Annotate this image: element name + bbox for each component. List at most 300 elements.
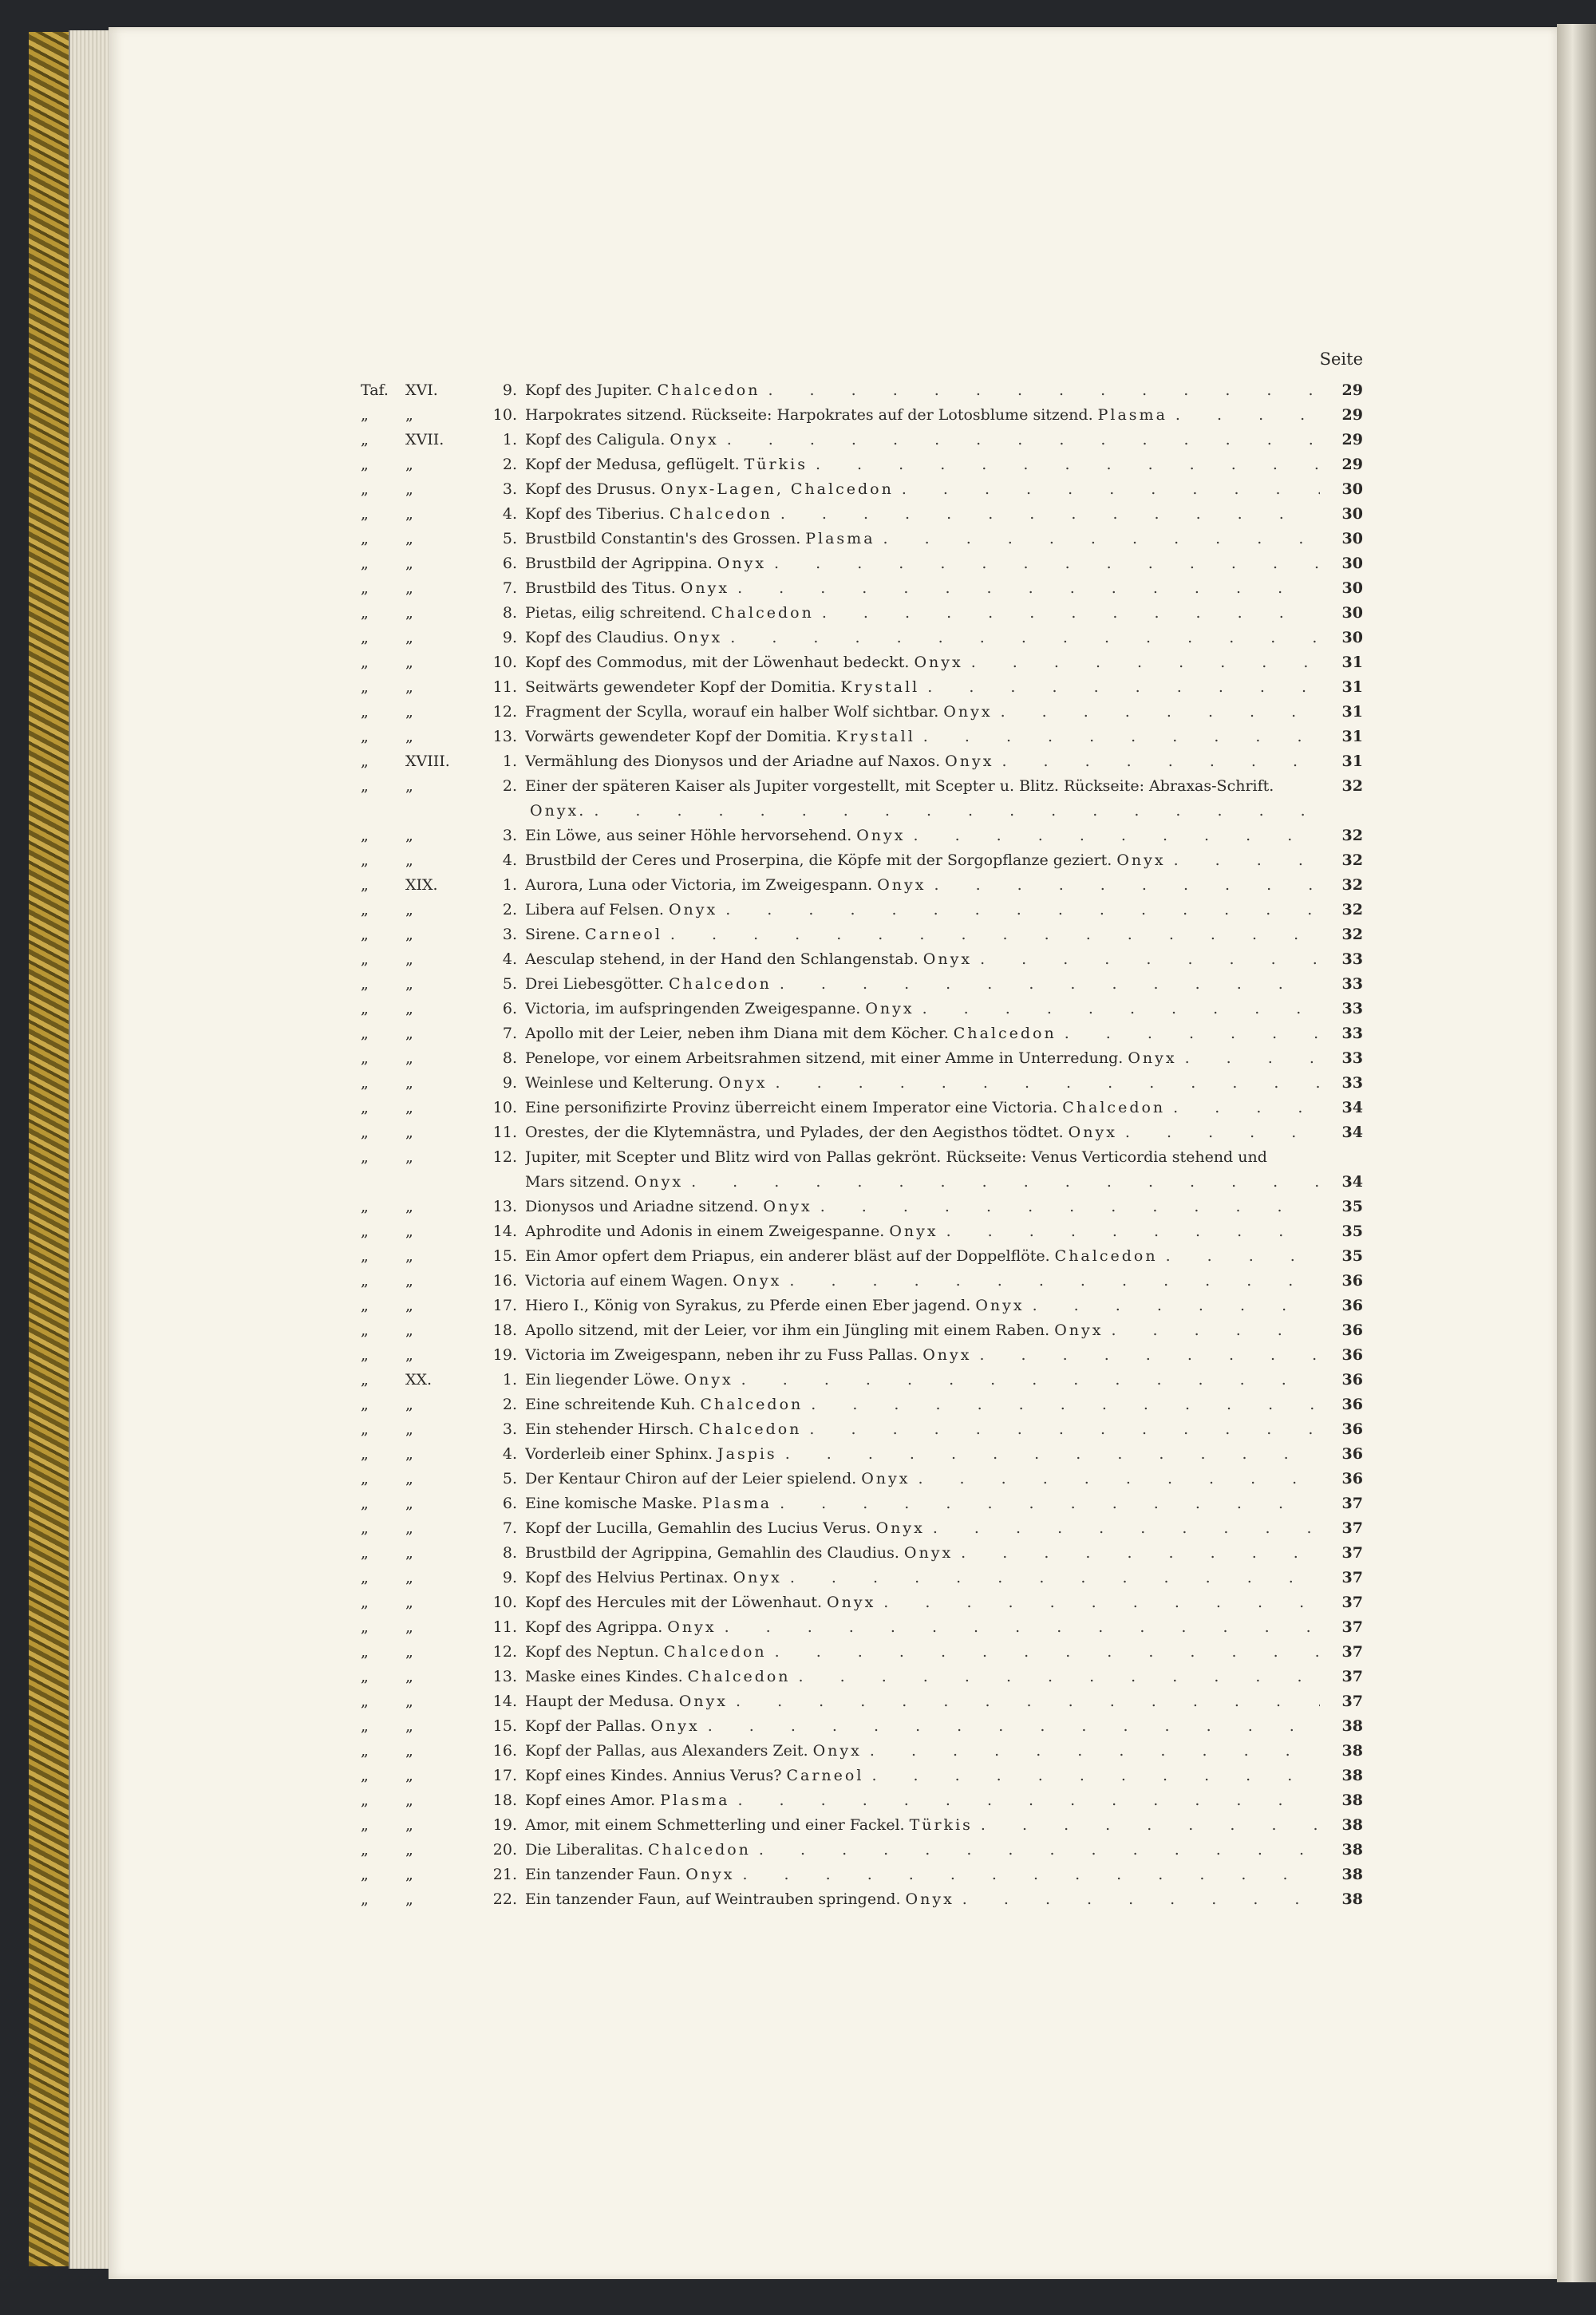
description-text: Eine komische Maske. (525, 1495, 697, 1512)
plate-number: „ (405, 1346, 413, 1364)
description-text: Kopf des Jupiter. (525, 381, 653, 399)
index-entry (361, 1665, 1363, 1689)
leader-dots (979, 1343, 1320, 1368)
entry-description (525, 725, 1320, 749)
leader-dots (775, 1071, 1320, 1096)
entry-description (525, 1244, 1320, 1269)
plate-number: „ (405, 1223, 413, 1240)
index-entry (361, 527, 1363, 551)
figure-number: 7. (502, 1519, 517, 1537)
figure-number: 4. (502, 1445, 517, 1463)
material-label: Onyx (718, 1074, 768, 1092)
leader-dots (980, 947, 1320, 972)
leader-dots (1111, 1318, 1320, 1343)
plate-number: „ (405, 1099, 413, 1116)
tafel-label: „ (361, 1866, 369, 1883)
figure-number: 17. (492, 1767, 517, 1784)
index-entry (361, 725, 1363, 749)
page-number: 32 (1341, 901, 1363, 918)
description-text: Fragment der Scylla, worauf ein halber Wolf sichtbar. (525, 703, 939, 721)
index-entry (361, 1838, 1363, 1863)
page-number: 30 (1341, 530, 1363, 547)
figure-number: 11. (492, 1618, 517, 1636)
entry-description (525, 1195, 1320, 1219)
material-label: Krystall (840, 678, 920, 696)
leader-dots (871, 1764, 1320, 1788)
leader-dots (934, 873, 1320, 898)
figure-number: 21. (492, 1866, 517, 1883)
material-label: Onyx (812, 1742, 862, 1760)
material-label: Chalcedon (953, 1025, 1057, 1042)
index-entry (361, 1219, 1363, 1244)
leader-dots (670, 922, 1320, 947)
leader-dots (1166, 1244, 1320, 1269)
page-number: 38 (1341, 1792, 1363, 1809)
entry-description (525, 428, 1320, 452)
description-text: Ein stehender Hirsch. (525, 1420, 694, 1438)
entry-description (525, 1788, 1320, 1813)
index-entry (361, 1764, 1363, 1788)
page-number: 38 (1341, 1742, 1363, 1760)
figure-number: 8. (502, 1544, 517, 1562)
plate-number: „ (405, 1668, 413, 1685)
entry-description (525, 1467, 1320, 1491)
figure-number: 11. (492, 678, 517, 696)
material-label: Onyx (922, 1346, 972, 1364)
plate-number: „ (405, 1272, 413, 1290)
tafel-label: „ (361, 505, 369, 523)
leader-dots (902, 477, 1320, 502)
figure-number: 22. (492, 1890, 517, 1908)
plate-number: „ (405, 728, 413, 745)
material-label: Chalcedon (657, 381, 760, 399)
tafel-label: „ (361, 753, 369, 770)
entry-description (525, 1541, 1320, 1566)
entry-description (525, 972, 1320, 997)
page-number: 37 (1341, 1569, 1363, 1586)
plate-number: „ (405, 1717, 413, 1735)
entry-description (525, 1294, 1320, 1318)
figure-number: 9. (502, 1569, 517, 1586)
plate-number: „ (405, 1866, 413, 1883)
leader-dots (822, 601, 1320, 626)
entry-description (525, 1120, 1320, 1145)
leader-dots (918, 1467, 1320, 1491)
description-text: Kopf des Commodus, mit der Löwenhaut bedeckt. (525, 654, 910, 671)
leader-dots (691, 1170, 1320, 1195)
material-label: Onyx (922, 950, 973, 968)
plate-number: „ (405, 1767, 413, 1784)
description-text: Vorwärts gewendeter Kopf der Domitia. (525, 728, 832, 745)
tafel-label: „ (361, 1495, 369, 1512)
page-number: 33 (1341, 1074, 1363, 1092)
plate-number: XVI. (405, 381, 438, 399)
description-text: Aesculap stehend, in der Hand den Schlangenstab. (525, 950, 918, 968)
entry-description (525, 848, 1320, 873)
plate-number: „ (405, 1693, 413, 1710)
description-text: Maske eines Kindes. (525, 1668, 683, 1685)
figure-number: 15. (492, 1247, 517, 1265)
material-label: Onyx (914, 654, 963, 671)
material-label: Plasma (701, 1495, 772, 1512)
material-label: Onyx (1116, 851, 1166, 869)
material-label: Onyx-Lagen, Chalcedon (660, 480, 894, 498)
page-number: 33 (1341, 1025, 1363, 1042)
plate-number: „ (405, 1396, 413, 1413)
leader-dots (708, 1714, 1320, 1739)
entry-description (525, 675, 1320, 700)
page-number: 38 (1341, 1767, 1363, 1784)
page-number: 29 (1341, 456, 1363, 473)
entry-description (525, 1714, 1320, 1739)
leader-dots (1125, 1120, 1320, 1145)
entry-description (525, 551, 1320, 576)
page-number: 38 (1341, 1717, 1363, 1735)
index-entry (361, 626, 1363, 650)
plate-number: „ (405, 530, 413, 547)
material-label: Onyx (856, 827, 906, 844)
description-text: Die Liberalitas. (525, 1841, 644, 1859)
leader-dots (742, 1863, 1320, 1887)
figure-number: 5. (502, 975, 517, 993)
description-text: Ein Löwe, aus seiner Höhle hervorsehend. (525, 827, 852, 844)
index-entry (361, 1887, 1363, 1912)
figure-number: 14. (492, 1223, 517, 1240)
tafel-label: „ (361, 530, 369, 547)
tafel-label: „ (361, 654, 369, 671)
page-number: 37 (1341, 1618, 1363, 1636)
material-label: Onyx (634, 1173, 684, 1191)
entry-description (525, 1491, 1320, 1516)
entry-description (525, 1516, 1320, 1541)
material-label: Onyx (685, 1866, 735, 1883)
material-label: Onyx (827, 1594, 876, 1611)
tafel-label: „ (361, 901, 369, 918)
tafel-label: „ (361, 1049, 369, 1067)
leader-dots (922, 997, 1320, 1021)
plate-number: XX. (405, 1371, 433, 1389)
tafel-label: „ (361, 1890, 369, 1908)
description-text: Ein tanzender Faun, auf Weintrauben springend. (525, 1890, 901, 1908)
figure-number: 10. (492, 1594, 517, 1611)
description-text: Drei Liebesgötter. (525, 975, 664, 993)
leader-dots (1001, 700, 1320, 725)
description-text: Libera auf Felsen. (525, 901, 664, 918)
description-text: Kopf des Caligula. (525, 431, 666, 448)
leader-dots (725, 1615, 1320, 1640)
leader-dots (933, 1516, 1320, 1541)
figure-number: 12. (492, 1148, 517, 1166)
figure-number: 1. (502, 876, 517, 894)
description-text: Kopf des Tiberius. (525, 505, 665, 523)
material-label: Onyx (905, 1890, 954, 1908)
index-entry (361, 1813, 1363, 1838)
leader-dots (780, 972, 1320, 997)
index-entry (361, 848, 1363, 873)
description-text: Sirene. (525, 926, 580, 943)
tafel-label: „ (361, 728, 369, 745)
plate-number: „ (405, 456, 413, 473)
page-number: 30 (1341, 480, 1363, 498)
index-entry (361, 576, 1363, 601)
figure-number: 18. (492, 1321, 517, 1339)
figure-number: 8. (502, 1049, 517, 1067)
figure-number: 8. (502, 604, 517, 622)
leader-dots (820, 1195, 1320, 1219)
leader-dots (768, 378, 1320, 403)
leader-dots (1065, 1021, 1320, 1046)
page-number: 30 (1341, 604, 1363, 622)
description-text: Brustbild der Agrippina. (525, 555, 713, 572)
index-entry (361, 452, 1363, 477)
material-label: Plasma (660, 1792, 730, 1809)
material-label: Onyx (865, 1000, 915, 1017)
leader-dots (759, 1838, 1320, 1863)
figure-number: 14. (492, 1693, 517, 1710)
tafel-label: „ (361, 876, 369, 894)
figure-number: 3. (502, 1420, 517, 1438)
material-label: Chalcedon (668, 975, 772, 993)
page-number: 36 (1341, 1371, 1363, 1389)
page-number: 36 (1341, 1470, 1363, 1487)
description-continuation (525, 1170, 1320, 1195)
material-label: Carneol (584, 926, 662, 943)
description-text: Haupt der Medusa. (525, 1693, 674, 1710)
index-entry (361, 551, 1363, 576)
tafel-label: „ (361, 1223, 369, 1240)
plate-number: „ (405, 1569, 413, 1586)
description-text: Vorderleib einer Sphinx. (525, 1445, 713, 1463)
index-entry (361, 1442, 1363, 1467)
tafel-label: „ (361, 1569, 369, 1586)
description-text: Ein tanzender Faun. (525, 1866, 681, 1883)
plate-number: „ (405, 480, 413, 498)
material-label: Onyx (668, 901, 718, 918)
index-entry (361, 378, 1363, 403)
description-text: Apollo mit der Leier, neben ihm Diana mit dem Köcher. (525, 1025, 949, 1042)
figure-number: 2. (502, 901, 517, 918)
description-text: Einer der späteren Kaiser als Jupiter vorgestellt, mit Scepter u. Blitz. Rückseite: Abraxas-Schrift. (525, 777, 1274, 795)
tafel-label: „ (361, 1297, 369, 1314)
index-entry (361, 1689, 1363, 1714)
tafel-label: „ (361, 1717, 369, 1735)
index-entry (361, 1491, 1363, 1516)
leader-dots (737, 1788, 1320, 1813)
index-entry (361, 650, 1363, 675)
page-number: 37 (1341, 1594, 1363, 1611)
material-label: Chalcedon (1054, 1247, 1158, 1265)
entry-description (525, 922, 1320, 947)
entry-description (525, 576, 1320, 601)
plate-number: „ (405, 1890, 413, 1908)
page-number: 37 (1341, 1643, 1363, 1661)
tafel-label: „ (361, 1816, 369, 1834)
figure-number: 4. (502, 851, 517, 869)
page-number: 30 (1341, 555, 1363, 572)
page-number: 36 (1341, 1445, 1363, 1463)
index-entry (361, 922, 1363, 947)
page-number: 37 (1341, 1544, 1363, 1562)
description-text: Kopf des Hercules mit der Löwenhaut. (525, 1594, 823, 1611)
tafel-label: „ (361, 1025, 369, 1042)
description-text: Eine schreitende Kuh. (525, 1396, 696, 1413)
page-number: 31 (1341, 703, 1363, 721)
entry-description (525, 873, 1320, 898)
index-entry (361, 997, 1363, 1021)
tafel-label: „ (361, 1074, 369, 1092)
page-number: 32 (1341, 926, 1363, 943)
leader-dots (741, 1368, 1320, 1393)
material-label: Onyx (733, 1569, 782, 1586)
leader-dots (730, 626, 1320, 650)
entry-description (525, 1566, 1320, 1590)
plate-number: XIX. (405, 876, 438, 894)
tafel-label: „ (361, 1470, 369, 1487)
description-text: Kopf des Agrippa. (525, 1618, 663, 1636)
next-page-edge (1557, 24, 1596, 2282)
figure-number: 18. (492, 1792, 517, 1809)
plate-number: „ (405, 1519, 413, 1537)
tafel-label: „ (361, 777, 369, 795)
leader-dots (927, 675, 1320, 700)
material-label: Onyx (875, 1519, 925, 1537)
tafel-label: „ (361, 1272, 369, 1290)
page-stack-edge (69, 30, 112, 2269)
figure-number: 6. (502, 1495, 517, 1512)
description-text: Hiero I., König von Syrakus, zu Pferde einen Eber jagend. (525, 1297, 971, 1314)
page-number: 35 (1341, 1247, 1363, 1265)
material-label: Chalcedon (687, 1668, 791, 1685)
entry-description (525, 1640, 1320, 1665)
entry-description (525, 1887, 1320, 1912)
tafel-label: „ (361, 678, 369, 696)
plate-number: „ (405, 777, 413, 795)
index-entry (361, 1368, 1363, 1393)
description-text: Kopf des Neptun. (525, 1643, 659, 1661)
material-label: Onyx (667, 1618, 717, 1636)
material-label: Plasma (1097, 406, 1167, 424)
index-entry (361, 898, 1363, 922)
index-entry (361, 947, 1363, 972)
page-number: 29 (1341, 406, 1363, 424)
index-entry (361, 774, 1363, 824)
plate-number: „ (405, 1297, 413, 1314)
seite-column-header: Seite (1319, 350, 1363, 369)
tafel-label: „ (361, 1396, 369, 1413)
material-label: Onyx (889, 1223, 938, 1240)
page-number: 30 (1341, 629, 1363, 646)
entry-description (525, 650, 1320, 675)
tafel-label: „ (361, 1841, 369, 1859)
leader-dots (961, 1541, 1320, 1566)
material-label: Onyx (684, 1371, 733, 1389)
plate-number: „ (405, 629, 413, 646)
index-entry (361, 502, 1363, 527)
figure-number: 17. (492, 1297, 517, 1314)
figure-number: 10. (492, 1099, 517, 1116)
tafel-label: „ (361, 1519, 369, 1537)
entry-description (525, 477, 1320, 502)
description-text: Eine personifizirte Provinz überreicht einem Imperator eine Victoria. (525, 1099, 1058, 1116)
entry-description (525, 1442, 1320, 1467)
entry-description (525, 1071, 1320, 1096)
material-label: Onyx (975, 1297, 1025, 1314)
material-label: Carneol (786, 1767, 864, 1784)
description-text: Der Kentaur Chiron auf der Leier spielend. (525, 1470, 857, 1487)
leader-dots (1173, 1096, 1320, 1120)
plate-number: „ (405, 1049, 413, 1067)
page-number: 36 (1341, 1420, 1363, 1438)
figure-number: 4. (502, 950, 517, 968)
tafel-label: „ (361, 431, 369, 448)
description-text: Dionysos und Ariadne sitzend. (525, 1198, 759, 1215)
material-label: Onyx (680, 579, 730, 597)
entry-description (525, 626, 1320, 650)
index-entry (361, 700, 1363, 725)
material-label: Onyx (670, 431, 719, 448)
figure-number: 7. (502, 579, 517, 597)
description-text: Jupiter, mit Scepter und Blitz wird von Pallas gekrönt. Rückseite: Venus Verticordia stehend und (525, 1148, 1267, 1166)
plate-number: „ (405, 703, 413, 721)
figure-number: 11. (492, 1124, 517, 1141)
index-entry (361, 972, 1363, 997)
plate-number: „ (405, 678, 413, 696)
plate-number: „ (405, 1792, 413, 1809)
tafel-label: „ (361, 1198, 369, 1215)
figure-number: 1. (502, 753, 517, 770)
index-entry (361, 1269, 1363, 1294)
tafel-label: „ (361, 579, 369, 597)
entry-description (525, 1665, 1320, 1689)
page-number: 32 (1341, 876, 1363, 894)
leader-dots (883, 527, 1320, 551)
description-text: Kopf eines Kindes. Annius Verus? (525, 1767, 782, 1784)
tafel-label: „ (361, 1099, 369, 1116)
leader-dots (790, 1566, 1320, 1590)
page-number: 34 (1341, 1124, 1363, 1141)
leader-dots (981, 1813, 1320, 1838)
page-number: 37 (1341, 1693, 1363, 1710)
tafel-label: „ (361, 1420, 369, 1438)
entry-description (525, 774, 1320, 824)
tafel-label: „ (361, 1693, 369, 1710)
leader-dots (1033, 1294, 1320, 1318)
tafel-label: „ (361, 629, 369, 646)
entry-description (525, 1417, 1320, 1442)
index-entry (361, 873, 1363, 898)
plate-number: „ (405, 1495, 413, 1512)
tafel-label: „ (361, 480, 369, 498)
plate-number: „ (405, 1124, 413, 1141)
index-entry (361, 1343, 1363, 1368)
figure-number: 19. (492, 1816, 517, 1834)
figure-number: 6. (502, 1000, 517, 1017)
material-label: Krystall (836, 728, 915, 745)
figure-number: 3. (502, 827, 517, 844)
description-text: Amor, mit einem Schmetterling und einer Fackel. (525, 1816, 905, 1834)
material-label: Onyx (674, 629, 723, 646)
entry-description (525, 403, 1320, 428)
plate-index-list (361, 378, 1363, 1912)
description-text: Kopf des Helvius Pertinax. (525, 1569, 729, 1586)
plate-number: „ (405, 827, 413, 844)
entry-description (525, 1838, 1320, 1863)
tafel-label: „ (361, 1321, 369, 1339)
plate-number: „ (405, 1618, 413, 1636)
plate-number: „ (405, 1470, 413, 1487)
description-text: Kopf des Claudius. (525, 629, 669, 646)
material-label: Chalcedon (700, 1396, 804, 1413)
